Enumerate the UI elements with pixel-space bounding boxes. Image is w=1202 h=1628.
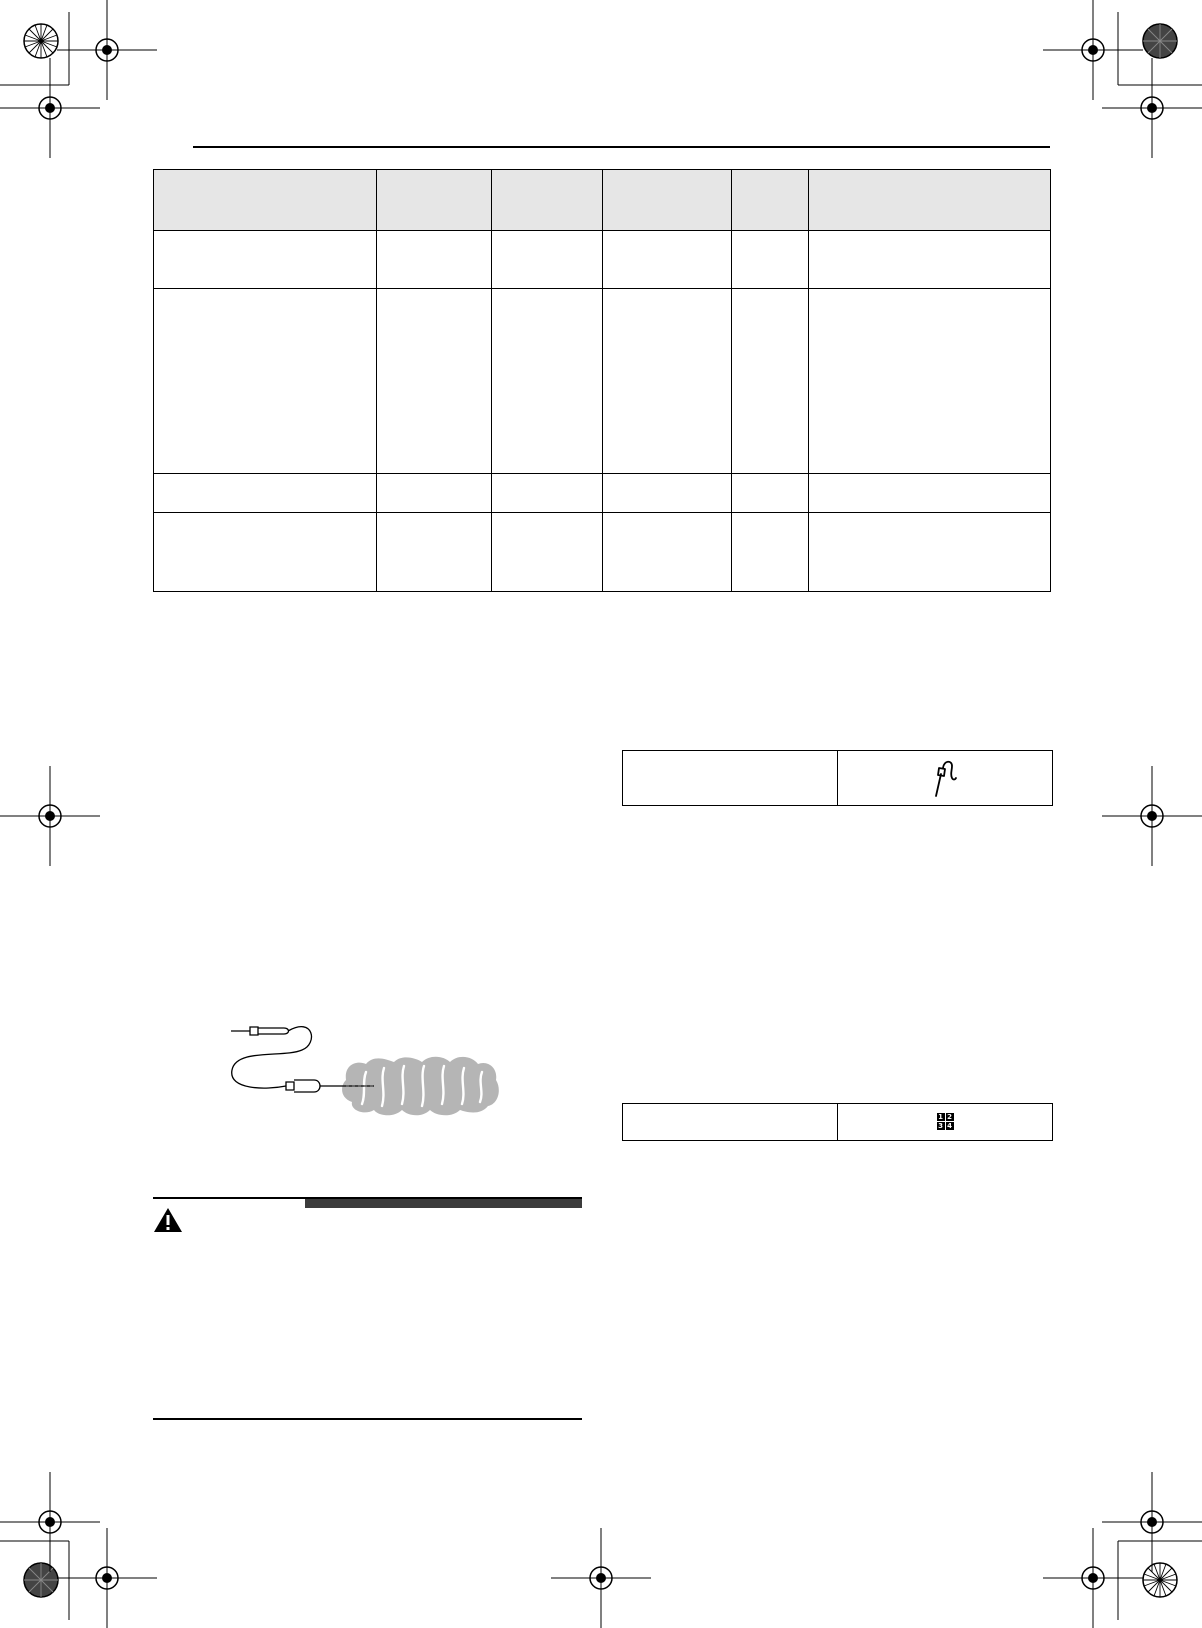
table-row (154, 231, 1051, 289)
symbol-label-cell (623, 751, 838, 806)
header-cell (154, 170, 377, 231)
table-cell (492, 289, 603, 474)
symbol-table-grid (622, 1103, 1053, 1141)
crosshair-mark-10 (551, 1528, 651, 1628)
table-cell (377, 474, 492, 513)
table-cell (603, 474, 732, 513)
probe-icon (930, 758, 960, 798)
symbol-table-probe (622, 750, 1053, 806)
header-cell (603, 170, 732, 231)
main-table (153, 169, 1051, 592)
table-row (154, 513, 1051, 592)
header-cell (809, 170, 1051, 231)
table-cell (154, 474, 377, 513)
crosshair-mark-6 (1102, 766, 1202, 866)
table-cell (603, 231, 732, 289)
table-cell (377, 231, 492, 289)
table-cell (492, 474, 603, 513)
symbol-label-cell (623, 1104, 838, 1141)
meat-probe-illustration (226, 1020, 526, 1130)
table-cell (377, 289, 492, 474)
table-header-row (154, 170, 1051, 231)
caution-header-bar (305, 1199, 582, 1208)
table-row (154, 474, 1051, 513)
crosshair-mark-5 (0, 766, 100, 866)
table-cell (603, 289, 732, 474)
table-cell (732, 513, 809, 592)
starburst-mark-top-right (1140, 21, 1180, 61)
table-cell (603, 513, 732, 592)
table-cell (154, 513, 377, 592)
table-cell (492, 231, 603, 289)
warning-triangle-icon (153, 1207, 183, 1233)
caution-rule-bottom (153, 1418, 582, 1420)
table-cell (809, 474, 1051, 513)
table-cell (492, 513, 603, 592)
numbered-grid-icon: 1 2 3 4 (938, 1113, 952, 1131)
table-row (154, 289, 1051, 474)
table-cell (732, 474, 809, 513)
crosshair-mark-9 (57, 1528, 157, 1628)
table-cell (732, 231, 809, 289)
header-cell (492, 170, 603, 231)
table-cell (809, 289, 1051, 474)
table-cell (377, 513, 492, 592)
table-cell (732, 289, 809, 474)
table-cell (809, 231, 1051, 289)
table-cell (809, 513, 1051, 592)
crosshair-mark-2 (0, 58, 100, 158)
table-cell (154, 231, 377, 289)
header-cell (732, 170, 809, 231)
table-cell (154, 289, 377, 474)
crosshair-mark-11 (1043, 1528, 1143, 1628)
starburst-mark-top-left (21, 21, 61, 61)
header-rule (193, 146, 1050, 148)
header-cell (377, 170, 492, 231)
symbol-icon-cell (838, 1104, 1053, 1141)
crosshair-mark-4 (1102, 58, 1202, 158)
symbol-icon-cell (838, 751, 1053, 806)
